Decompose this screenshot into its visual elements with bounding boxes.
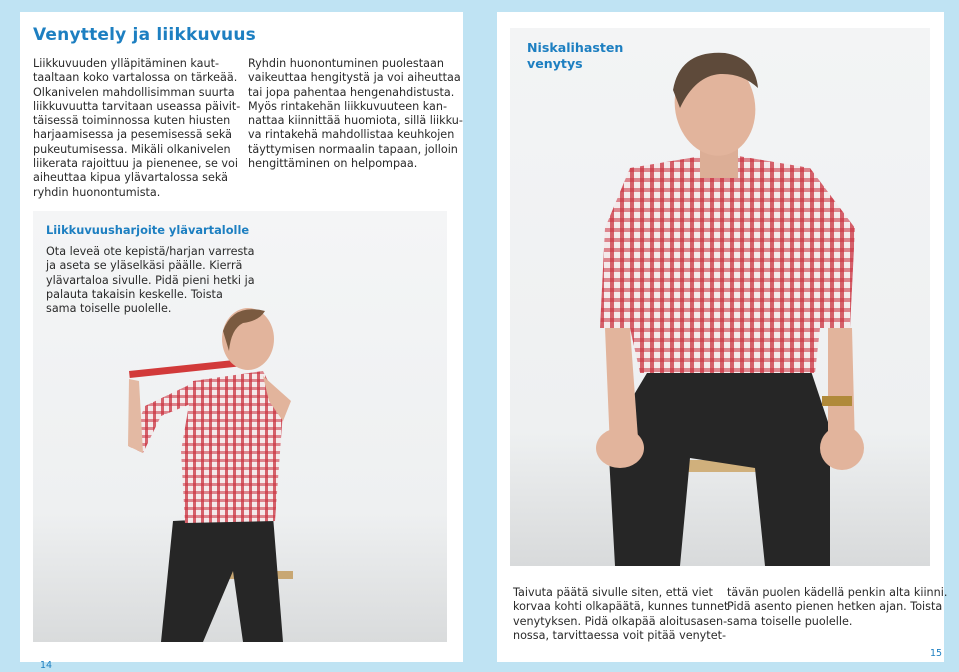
exercise-photo-neck-stretch [510, 28, 930, 566]
page-number: 15 [930, 648, 943, 659]
text-line: korvaa kohti olkapäätä, kunnes tunnet [513, 600, 729, 614]
text-line: Olkanivelen mahdollisimman suurta [33, 85, 235, 99]
text-line: vaikeuttaa hengitystä ja voi aiheuttaa [248, 71, 461, 85]
text-line: ryhdin huonontumista. [33, 185, 161, 199]
text-line: Ota leveä ote kepistä/harjan varresta [46, 245, 255, 258]
instructions-column-2 [727, 586, 948, 629]
text-line: liikkuvuutta tarvitaan useassa päivit- [33, 99, 241, 113]
text-line: venytyksen. Pidä olkapää aloitusasen- [513, 614, 728, 628]
text-line: pukeutumisessa. Mikäli olkanivelen [33, 142, 231, 156]
text-line: Taivuta päätä sivulle siten, että viet [513, 586, 713, 599]
left-hand [596, 428, 644, 468]
text-line: nattaa kiinnittää huomiota, sillä liikku- [248, 114, 463, 128]
seated-man-rotation-illustration [33, 211, 447, 642]
text-line: sama toiselle puolelle. [727, 614, 853, 628]
text-line: ja aseta se yläselkäsi päälle. Kierrä [46, 259, 243, 273]
text-line: täisessä toiminnossa kuten hiusten [33, 114, 231, 128]
instructions-column-1 [513, 586, 729, 643]
text-line: täyttymisen normaalin tapaan, jolloin [248, 142, 458, 156]
page-number: 14 [40, 660, 53, 671]
text-line: ylävartaloa sivulle. Pidä pieni hetki ja [46, 273, 255, 287]
text-line: Myös rintakehän liikkuvuuteen kan- [248, 99, 447, 113]
text-line: nossa, tarvittaessa voit pitää venytet- [513, 628, 726, 642]
wristwatch [822, 396, 852, 406]
title-line: Niskalihasten [527, 40, 624, 55]
text-line: liikerata rajoittuu ja pienenee, se voi [33, 157, 238, 171]
intro-text-column-2 [248, 57, 463, 171]
seated-man-neck-stretch-illustration [510, 28, 930, 566]
text-line: palauta takaisin keskelle. Toista [46, 287, 223, 301]
left-page [20, 12, 463, 671]
exercise-heading: Liikkuvuusharjoite ylävartalolle [46, 223, 250, 237]
text-line: taaltaan koko vartalossa on tärkeää. [33, 71, 238, 85]
forearm [128, 379, 143, 453]
text-line: hengittäminen on helpompaa. [248, 157, 418, 171]
text-line: tävän puolen kädellä penkin alta kiinni. [727, 586, 948, 599]
text-line: Pidä asento pienen hetken ajan. Toista [727, 600, 943, 614]
text-line: Liikkuvuuden ylläpitäminen kaut- [33, 57, 220, 70]
text-line: harjaamisessa ja pesemisessä sekä [33, 128, 233, 142]
text-line: tai jopa pahentaa hengenahdistusta. [248, 85, 455, 99]
text-line: aiheuttaa kipua ylävartalossa sekä [33, 171, 229, 185]
right-page [497, 12, 948, 662]
page-title: Venyttely ja liikkuvuus [33, 25, 256, 45]
right-hand [820, 426, 864, 470]
intro-text-column-1 [33, 57, 241, 200]
text-line: va rintakehä mahdollistaa keuhkojen [248, 128, 455, 142]
text-line: sama toiselle puolelle. [46, 302, 172, 316]
pants [161, 516, 283, 642]
text-line: Ryhdin huonontuminen puolestaan [248, 57, 444, 70]
title-line: venytys [527, 56, 583, 71]
exercise-photo-upper-body-rotation [33, 211, 447, 642]
plaid-shirt [600, 153, 855, 373]
